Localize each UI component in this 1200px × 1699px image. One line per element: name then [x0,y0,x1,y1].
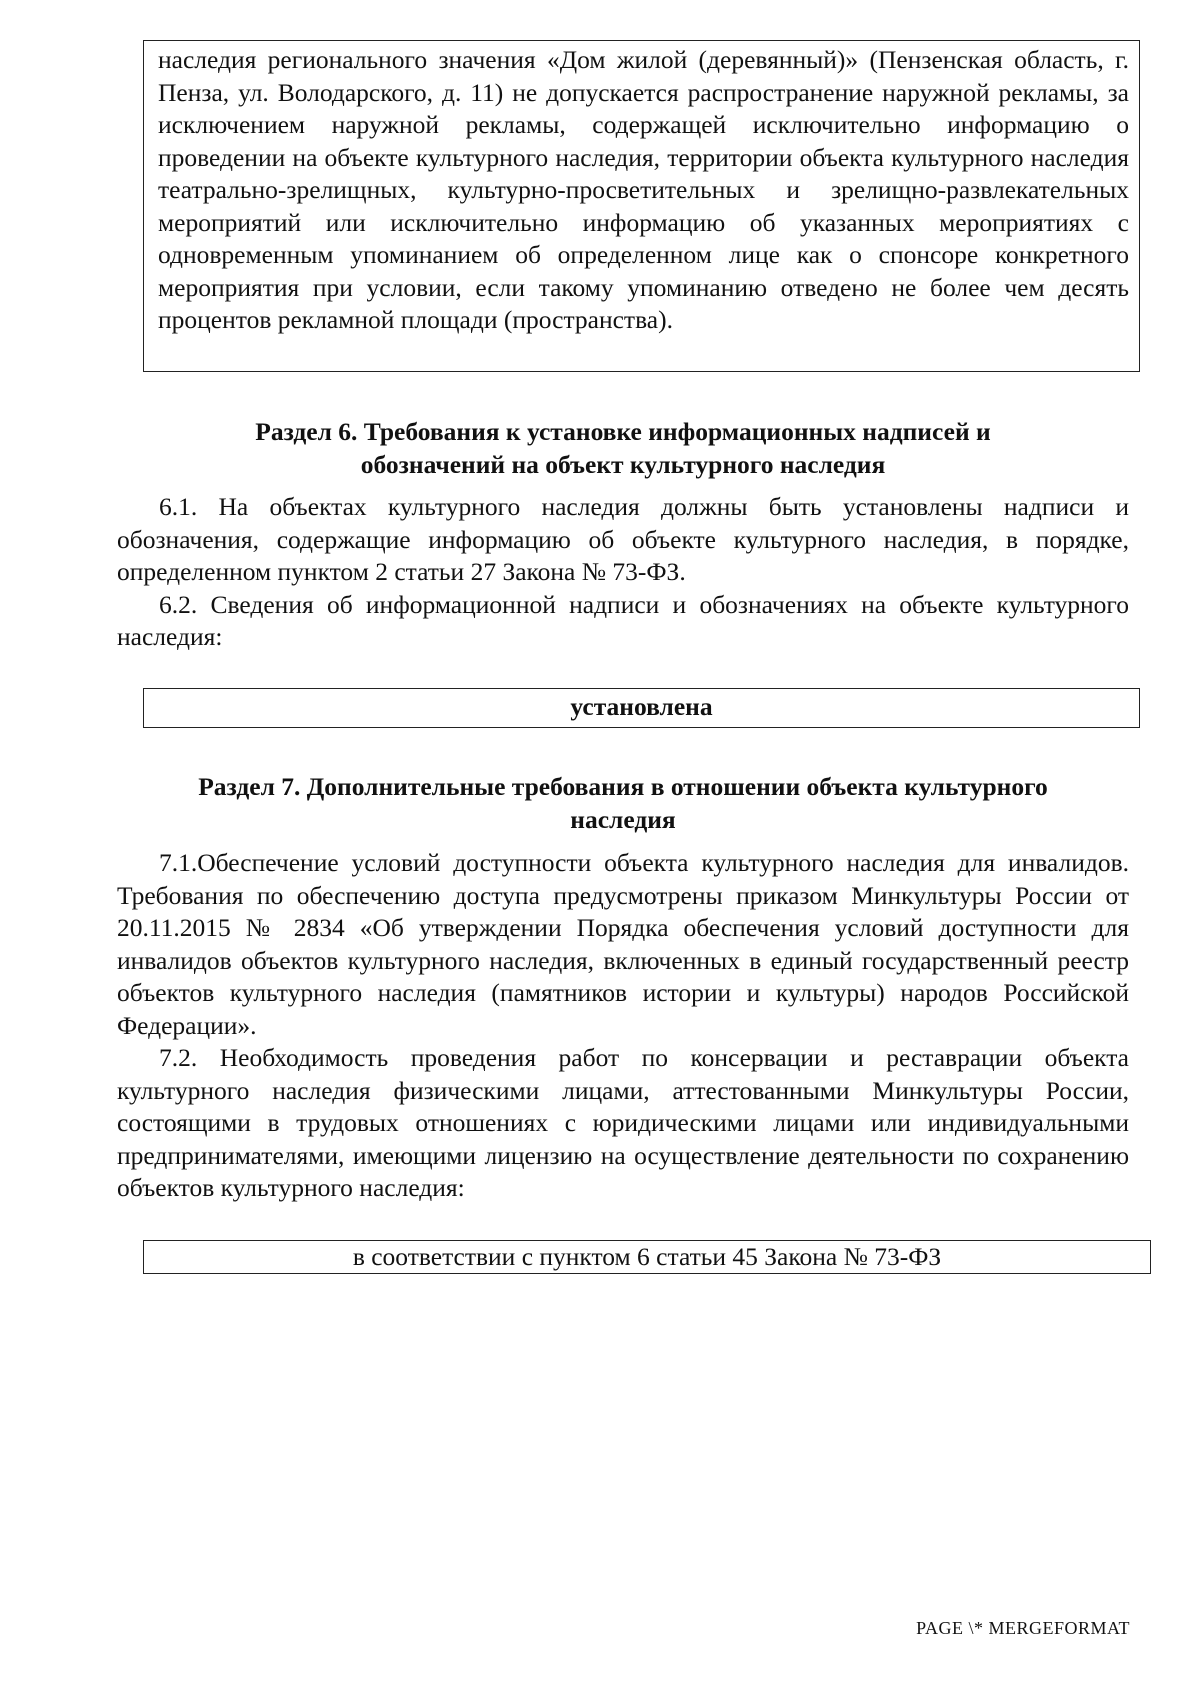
section-7-paragraph-1: 7.1.Обеспечение условий доступности объекта культурного наследия для инвалидов. Требования по обеспечению доступа предусмотрены приказом Минкультуры России от 20.11.2015 № 2834 «Об утверждении Порядка обеспечения условий доступности для инвалидов объектов культурного наследия, включенных в единый государственный реестр объектов культурного наследия (памятников истории и культуры) народов Российской Федерации». [117,848,1129,1040]
page-footer-field: PAGE \* MERGEFORMAT [916,1618,1130,1638]
inscription-status-box [143,688,1140,728]
section-7-heading-line-2: наследия [570,804,676,834]
section-6-paragraph-2: 6.2. Сведения об информационной надписи и обозначениях на объекте культурного наследия: [117,589,1129,651]
section-6-heading-line-1: Раздел 6. Требования к установке информационных надписей и [255,417,991,446]
section-6-heading [118,416,1128,481]
restoration-requirement-box [143,1240,1151,1274]
section-7-heading-line-1: Раздел 7. Дополнительные требования в отношении объекта культурного [198,772,1048,801]
section-6-body [117,491,1129,654]
advertising-restriction-text: наследия регионального значения «Дом жилой (деревянный)» (Пензенская область, г. Пенза, ул. Володарского, д. 11) не допускается распространение наружной рекламы, за исключением наружной рекламы, содержащей исключительно информацию о проведении на объекте культурного наследия, территории объекта культурного наследия театрально-зрелищных, культурно-просветительных и зрелищно-развлекательных мероприятий или исключительно информацию об указанных мероприятиях с одновременным упоминанием об определенном лице как о спонсоре конкретного мероприятия при условии, если такому упоминанию отведено не более чем десять процентов рекламной площади (пространства). [158,45,1129,334]
restoration-requirement-value: в соответствии с пунктом 6 статьи 45 Закона № 73-ФЗ [352,1242,942,1271]
advertising-restriction-box [143,40,1140,372]
section-7-body [117,847,1129,1205]
section-7-paragraph-2: 7.2. Необходимость проведения работ по консервации и реставрации объекта культурного наследия физическими лицами, аттестованными Минкультуры России, состоящими в трудовых отношениях с юридическими лицами или индивидуальными предпринимателями, имеющими лицензию на осуществление деятельности по сохранению объектов культурного наследия: [117,1043,1129,1202]
section-6-paragraph-1: 6.1. На объектах культурного наследия должны быть установлены надписи и обозначения, содержащие информацию об объекте культурного наследия, в порядке, определенном пунктом 2 статьи 27 Закона № 73-ФЗ. [117,492,1129,586]
inscription-status-value: установлена [570,692,713,721]
section-7-heading [118,771,1128,836]
section-6-heading-line-2: обозначений на объект культурного наследия [360,449,886,479]
